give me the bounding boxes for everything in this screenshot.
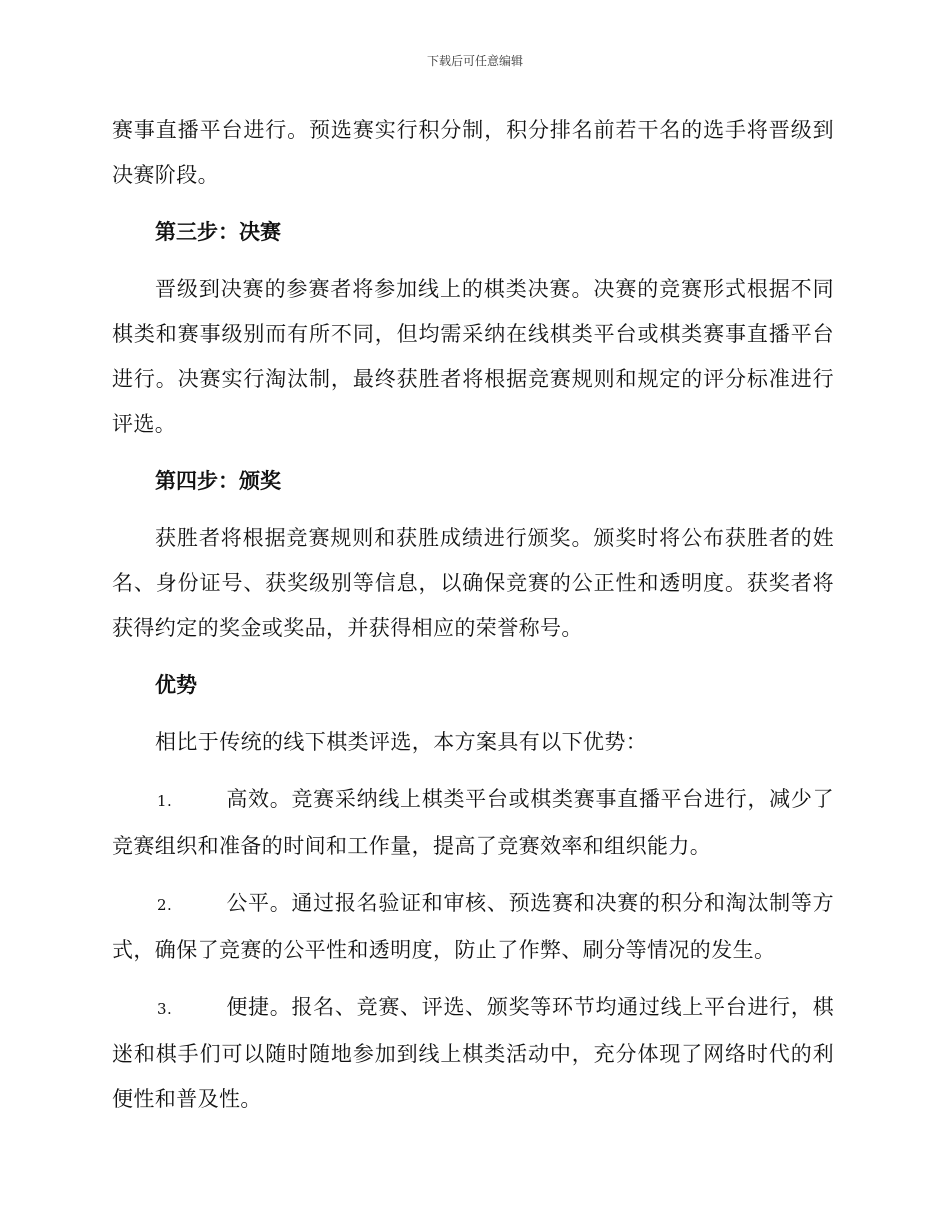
heading-step-four: 第四步：颁奖: [155, 469, 281, 493]
list-item: [112, 985, 834, 1122]
list-item: [112, 881, 834, 973]
paragraph-advantages-intro: 相比于传统的线下棋类评选，本方案具有以下优势：: [155, 730, 648, 754]
list-item-number: 3.: [157, 1000, 173, 1018]
page-header: 下载后可任意编辑: [426, 54, 523, 68]
paragraph-final: 晋级到决赛的参赛者将参加线上的棋类决赛。决赛的竞赛形式根据不同棋类和赛事级别而有所不同，但均需采纳在线棋类平台或棋类赛事直播平台进行。决赛实行淘汰制，最终获胜者将根据竞赛规则和规定的评分标准进行评选。: [112, 277, 834, 436]
list-item-text: 公平。通过报名验证和审核、预选赛和决赛的积分和淘汰制等方式，确保了竞赛的公平性和透明度，防止了作弊、刷分等情况的发生。: [112, 891, 834, 962]
heading-step-three: 第三步：决赛: [155, 220, 281, 244]
list-item-text: 便捷。报名、竞赛、评选、颁奖等环节均通过线上平台进行，棋迷和棋手们可以随时随地参加到线上棋类活动中，充分体现了网络时代的利便性和普及性。: [112, 995, 834, 1111]
list-item-number: 2.: [157, 896, 173, 914]
heading-advantages: 优势: [155, 673, 197, 697]
list-item: [112, 777, 834, 869]
document-body: [112, 108, 834, 1134]
list-item-number: 1.: [157, 792, 173, 810]
list-item-text: 高效。竞赛采纳线上棋类平台或棋类赛事直播平台进行，减少了竞赛组织和准备的时间和工作量，提高了竞赛效率和组织能力。: [112, 787, 834, 858]
paragraph-preliminary-continued: 赛事直播平台进行。预选赛实行积分制，积分排名前若干名的选手将晋级到决赛阶段。: [112, 118, 834, 187]
paragraph-award: 获胜者将根据竞赛规则和获胜成绩进行颁奖。颁奖时将公布获胜者的姓名、身份证号、获奖级别等信息，以确保竞赛的公正性和透明度。获奖者将获得约定的奖金或奖品，并获得相应的荣誉称号。: [112, 526, 834, 640]
